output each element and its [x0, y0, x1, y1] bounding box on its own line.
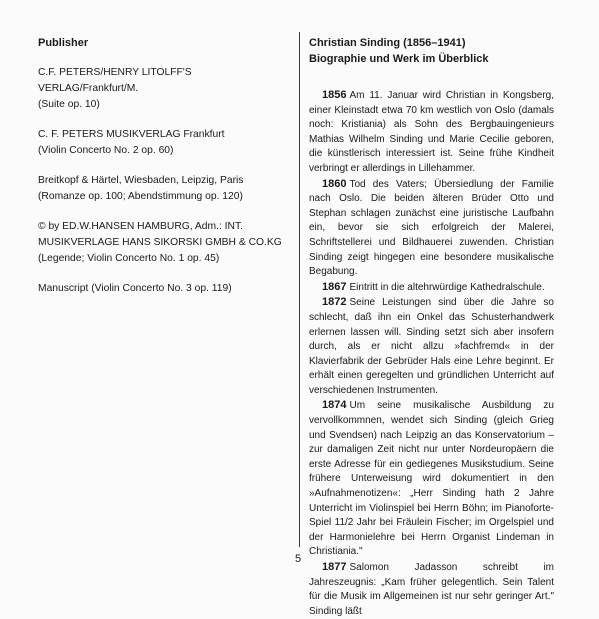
- biography-title-name: Christian Sinding (1856–1941): [309, 37, 466, 49]
- page-number: 5: [294, 553, 302, 565]
- publisher-line: (Suite op. 10): [38, 99, 100, 110]
- timeline-year: 1877: [322, 561, 347, 573]
- timeline-text: Eintritt in die altehrwürdige Kathedralschule.: [349, 281, 545, 293]
- biography-title: [309, 35, 554, 67]
- timeline-entry: [309, 280, 554, 296]
- timeline-entry: [309, 295, 554, 398]
- column-divider: [299, 32, 300, 547]
- publisher-entry: [38, 281, 290, 297]
- timeline-entry: [309, 560, 554, 619]
- timeline-year: 1874: [322, 399, 347, 412]
- publisher-line: © by ED.W.HANSEN HAMBURG, Adm.: INT.: [38, 221, 243, 232]
- timeline-year: 1867: [322, 280, 347, 293]
- biography-title-subtitle: Biographie und Werk im Überblick: [309, 53, 489, 65]
- publisher-column: [38, 35, 290, 311]
- publisher-line: Manuscript (Violin Concerto No. 3 op. 119): [38, 283, 232, 294]
- biography-column: [309, 35, 554, 619]
- publisher-entry: [38, 173, 290, 205]
- timeline-year: 1856: [322, 89, 347, 101]
- timeline-text: Tod des Vaters; Übersiedlung der Familie nach Oslo. Die beiden älteren Brüder Otto und Stephan schlagen zunächst eine juristische Laufbahn ein, bevor sie sich erfolgreich der Malerei, Schriftstellerei und Bildhauerei zuwenden. Christian Sinding zeigt hingegen eine besondere musikalische Begabung.: [309, 178, 554, 278]
- publisher-line: (Violin Concerto No. 2 op. 60): [38, 145, 174, 156]
- timeline-text: Um seine musikalische Ausbildung zu vervollkommnen, wendet sich Sinding (gleich Grieg und Svendsen) nach Leipzig an das Konservatorium – zur damaligen Zeit nicht nur unter Nordeuropäern die erste Adresse für ein gediegenes Musikstudium. Seine frühere Unterweisung wird dokumentiert in den »Aufnahmenotizen«: „Herr Sinding hath 2 Jahre Unterricht im Violinspiel bei Herrn Böhn; im Pianoforte-Spiel 11/2 Jahr bei Fräulein Fischer; im Orgelspiel und der Harmonielehre bei Herrn Organist Lindeman in Christiania.": [309, 400, 554, 558]
- publisher-line: MUSIKVERLAGE HANS SIKORSKI GMBH & CO.KG: [38, 237, 282, 248]
- timeline-year: 1860: [322, 177, 347, 190]
- timeline-entry: [309, 398, 554, 560]
- publisher-line: Breitkopf & Härtel, Wiesbaden, Leipzig, Paris: [38, 175, 244, 186]
- publisher-line: (Legende; Violin Concerto No. 1 op. 45): [38, 253, 220, 264]
- timeline-text: Seine Leistungen sind über die Jahre so schlecht, daß ihn ein Onkel das Schusterhandwerk erlernen lassen will. Sinding setzt sich aber insofern durch, als er nicht allzu »fachfremd« in der Klavierfabrik der Gebrüder Hals eine Lehre beginnt. Er erhält einen geregelten und gründlichen Unterricht auf verschiedenen Instrumenten.: [309, 297, 554, 396]
- publisher-line: C. F. PETERS MUSIKVERLAG Frankfurt: [38, 129, 225, 140]
- timeline-entry: [309, 177, 554, 280]
- timeline-year: 1872: [322, 296, 347, 309]
- publisher-entry: [38, 127, 290, 159]
- timeline-text: Am 11. Januar wird Christian in Kongsberg, einer Kleinstadt etwa 70 km westlich von Oslo (damals noch: Kristiania) als Sohn des Bergbauingenieurs Mathias Wilhelm Sinding und Marie Cecilie geboren, die künstlerisch interessiert ist. Seine frühe Kindheit verbringt er allerdings in Lillehammer.: [309, 90, 554, 174]
- publisher-heading: Publisher: [38, 37, 89, 49]
- publisher-entry: [38, 219, 290, 267]
- publisher-line: C.F. PETERS/HENRY LITOLFF'S VERLAG/Frankfurt/M.: [38, 67, 192, 94]
- timeline-entry: [309, 88, 554, 177]
- timeline-text: Salomon Jadasson schreibt im Jahreszeugnis: „Kam früher gelegentlich. Sein Talent für die Musik im Allgemeinen ist nur sehr geringer Art." Sinding läßt: [309, 562, 554, 617]
- publisher-line: (Romanze op. 100; Abendstimmung op. 120): [38, 191, 243, 202]
- publisher-entry: [38, 65, 290, 113]
